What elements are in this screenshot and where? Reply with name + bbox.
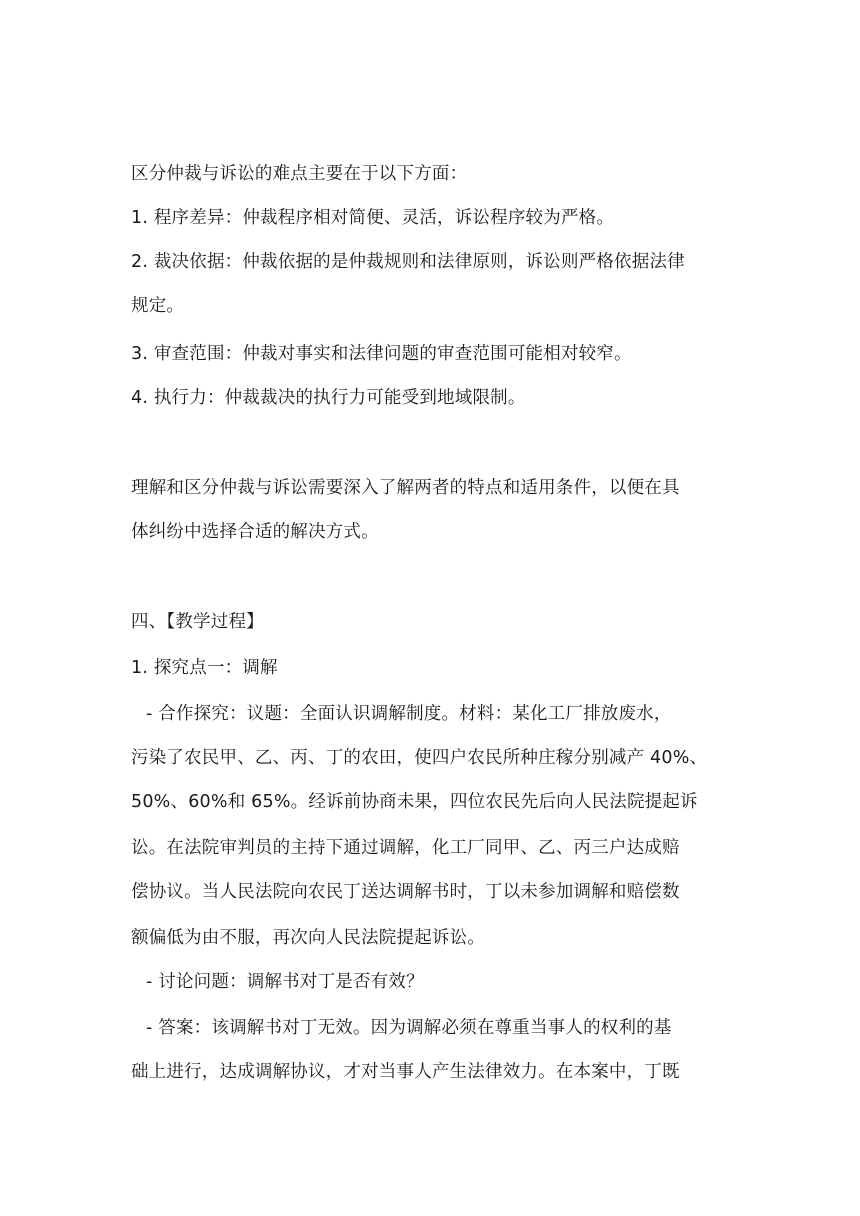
discussion-line: - 讨论问题：调解书对丁是否有效？ — [146, 972, 424, 992]
answer-continuation: 础上进行，达成调解协议，才对当事人产生法律效力。在本案中，丁既 — [131, 1062, 680, 1082]
explore-point-heading: 1. 探究点一：调解 — [131, 658, 278, 678]
answer-line: - 答案：该调解书对丁无效。因为调解必须在尊重当事人的权利的基 — [146, 1018, 672, 1038]
summary-continuation: 体纠纷中选择合适的解决方式。 — [131, 522, 379, 542]
point-2-line: 2. 裁决依据：仲裁依据的是仲裁规则和法律原则，诉讼则严格依据法律 — [131, 252, 685, 272]
material-line-5: 偿协议。当人民法院向农民丁送达调解书时，丁以未参加调解和赔偿数 — [131, 882, 680, 902]
cooperation-line: - 合作探究：议题：全面认识调解制度。材料：某化工厂排放废水， — [146, 704, 672, 724]
material-line-4: 讼。在法院审判员的主持下通过调解，化工厂同甲、乙、丙三户达成赔 — [131, 838, 680, 858]
point-2-continuation: 规定。 — [131, 296, 185, 316]
summary-line: 理解和区分仲裁与诉讼需要深入了解两者的特点和适用条件，以便在具 — [131, 478, 680, 498]
material-line-3: 50%、60%和 65%。经诉前协商未果，四位农民先后向人民法院提起诉 — [131, 792, 698, 812]
intro-line: 区分仲裁与诉讼的难点主要在于以下方面： — [131, 164, 468, 184]
point-4-line: 4. 执行力：仲裁裁决的执行力可能受到地域限制。 — [131, 388, 526, 408]
material-line-2: 污染了农民甲、乙、丙、丁的农田，使四户农民所种庄稼分别减产 40%、 — [131, 748, 708, 768]
point-3-line: 3. 审查范围：仲裁对事实和法律问题的审查范围可能相对较窄。 — [131, 344, 632, 364]
section-heading: 四、【教学过程】 — [131, 612, 264, 632]
material-line-6: 额偏低为由不服，再次向人民法院提起诉讼。 — [131, 928, 485, 948]
point-1-line: 1. 程序差异：仲裁程序相对简便、灵活，诉讼程序较为严格。 — [131, 208, 615, 228]
